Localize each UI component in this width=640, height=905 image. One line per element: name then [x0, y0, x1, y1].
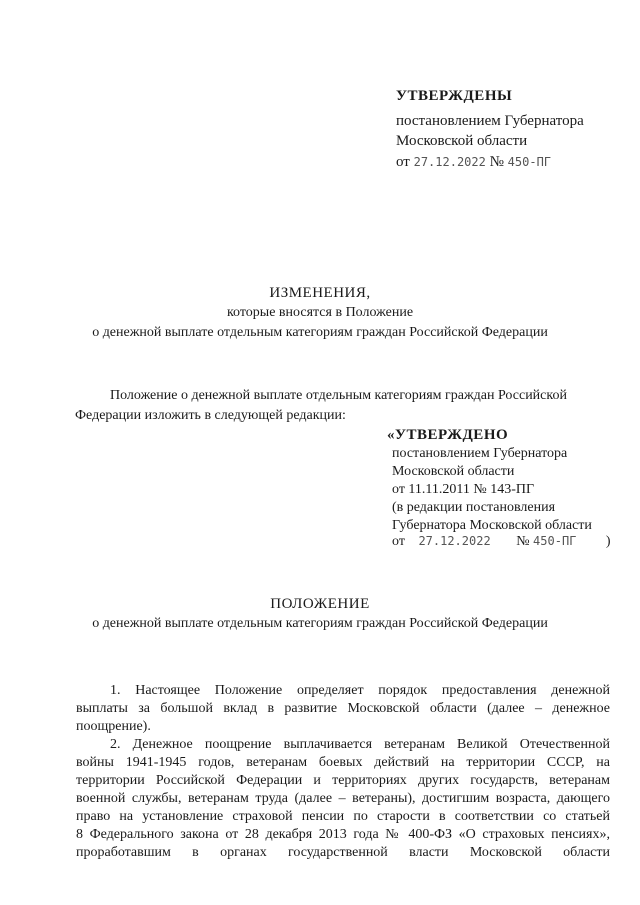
close-paren: ): [605, 534, 611, 549]
changes-line-1: которые вносятся в Положение: [226, 305, 414, 320]
intro-line-1: Положение о денежной выплате отдельным категориям граждан Российской: [110, 388, 567, 403]
approval2-title: «УТВЕРЖДЕНО: [387, 427, 509, 443]
p2-line-2: войны 1941-1945 годов, ветеранам боевых действий на территории СССР, на: [76, 755, 610, 770]
p2-line-5: право на установление страховой пенсии по старости в соответствии со статьей: [76, 809, 610, 824]
approval-line-1: постановлением Губернатора: [396, 113, 584, 129]
approval-number: 450-ПГ: [507, 155, 552, 169]
date-prefix: от: [396, 154, 410, 170]
approval2-line-3: от 11.11.2011 № 143-ПГ: [392, 482, 535, 497]
approval-title: УТВЕРЖДЕНЫ: [396, 88, 513, 104]
approval2-date: 27.12.2022: [418, 534, 491, 548]
approval2-line-5: Губернатора Московской области: [392, 518, 592, 533]
p2-line-7: проработавшим в органах государственной власти Московской области: [76, 845, 610, 860]
changes-title: ИЗМЕНЕНИЯ,: [269, 285, 371, 301]
p2-line-4: военной службы, ветеранам труда (далее – ветераны), достигшим возраста, дающего: [76, 791, 610, 806]
regulation-title: ПОЛОЖЕНИЕ: [270, 596, 370, 612]
approval2-line-1: постановлением Губернатора: [392, 446, 568, 461]
number-sign: №: [489, 154, 504, 170]
approval-date-line: [396, 152, 551, 173]
p1-line-2: выплаты за большой вклад в развитие Московской области (далее – денежное: [76, 701, 610, 716]
p1-line-3: поощрение).: [76, 719, 151, 734]
regulation-subtitle: о денежной выплате отдельным категориям граждан Российской Федерации: [92, 616, 548, 631]
approval2-number: 450-ПГ: [533, 534, 577, 548]
approval2-line-4: (в редакции постановления: [392, 500, 556, 515]
date-prefix: от: [392, 534, 405, 549]
intro-line-2: Федерации изложить в следующей редакции:: [75, 408, 346, 423]
p1-line-1: 1. Настоящее Положение определяет порядок предоставления денежной: [110, 683, 610, 698]
changes-line-2: о денежной выплате отдельным категориям граждан Российской Федерации: [92, 325, 548, 340]
approval2-line-2: Московской области: [392, 464, 515, 479]
p2-line-3: территории Российской Федерации и территориях других государств, ветеранам: [76, 773, 610, 788]
approval-date: 27.12.2022: [413, 155, 486, 169]
approval2-date-line: [392, 534, 611, 550]
approval-line-2: Московской области: [396, 133, 528, 149]
number-sign: №: [516, 534, 530, 549]
p2-line-1: 2. Денежное поощрение выплачивается ветеранам Великой Отечественной: [110, 737, 610, 752]
p2-line-6: 8 Федерального закона от 28 декабря 2013 года № 400-ФЗ «О страховых пенсиях»,: [76, 827, 610, 842]
